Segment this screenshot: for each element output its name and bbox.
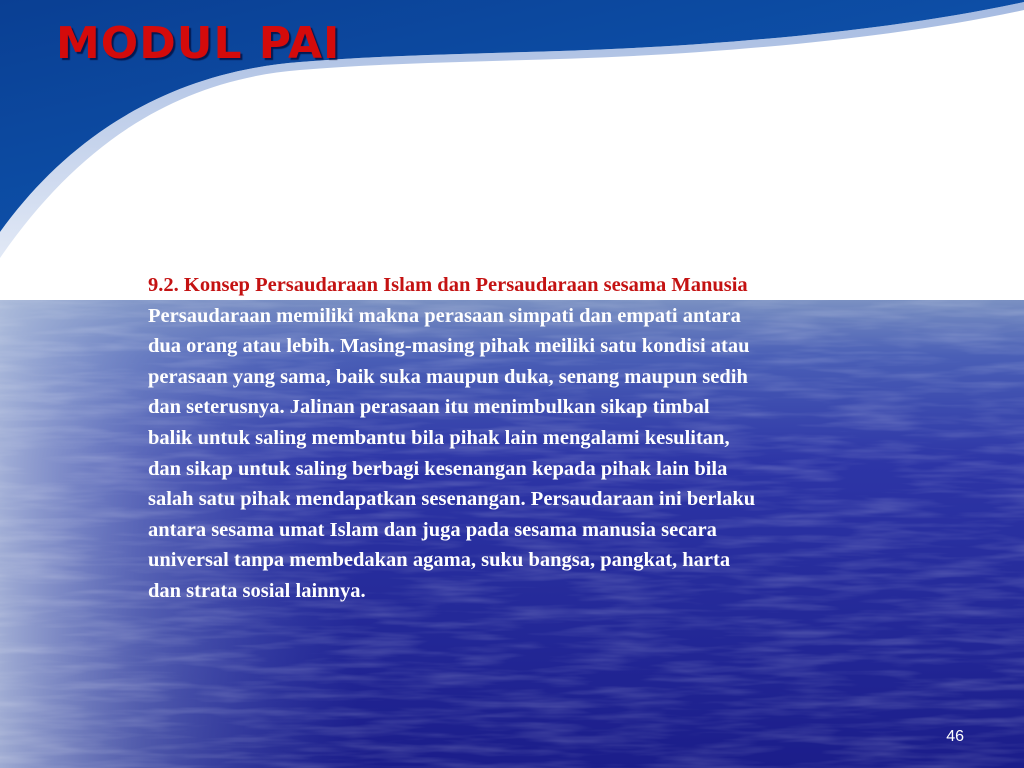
slide-title: MODUL PAI [56, 18, 341, 69]
body-paragraph: Persaudaraan memiliki makna perasaan simpati dan empati antara dua orang atau lebih. Masing-masing pihak meiliki satu kondisi atau perasaan yang sama, baik suka maupun duka, senang maupun sedih dan seterusnya. Jalinan perasaan itu menimbulkan sikap timbal balik untuk saling membantu bila pihak lain mengalami kesulitan, dan sikap untuk saling berbagi kesenangan kepada pihak lain bila salah satu pihak mendapatkan sesenangan. Persaudaraan ini berlaku antara sesama umat Islam dan juga pada sesama manusia secara universal tanpa membedakan agama, suku bangsa, pangkat, harta dan strata sosial lainnya. [148, 304, 756, 602]
page-number: 46 [946, 728, 964, 745]
section-heading: 9.2. Konsep Persaudaraan Islam dan Persaudaraan sesama Manusia [148, 274, 748, 296]
content-block [148, 270, 918, 607]
